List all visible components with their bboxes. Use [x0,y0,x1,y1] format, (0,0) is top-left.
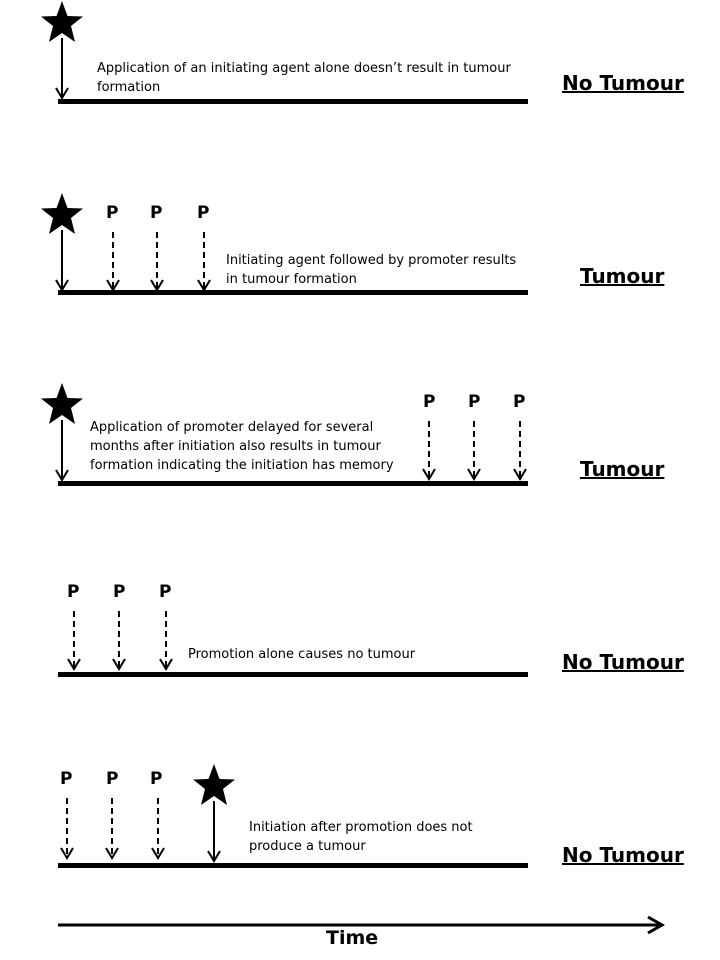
promoter-label: P [159,582,172,602]
promoter-arrow [421,421,437,481]
promoter-arrow [105,232,121,292]
scenario-description: Initiating agent followed by promoter results in tumour formation [226,253,517,287]
outcome-label: Tumour [580,264,665,288]
initiation-arrow [206,801,222,863]
outcome-label: No Tumour [562,71,684,95]
outcome-label: Tumour [580,457,665,481]
promoter-label: P [106,769,119,789]
promoter-label: P [197,203,210,223]
initiation-arrow [54,420,70,482]
scenario-description: Application of promoter delayed for several months after initiation also results in tumour formation indicating the initiation has memory [90,420,394,473]
promoter-label: P [468,392,481,412]
time-axis-label: Time [326,927,379,949]
timeline-bar [58,99,528,104]
timeline-bar [58,481,528,486]
promoter-arrow [104,798,120,860]
promoter-arrow [158,611,174,671]
initiation-arrow [54,38,70,100]
promoter-label: P [423,392,436,412]
promoter-label: P [106,203,119,223]
promoter-arrow [59,798,75,860]
timeline-bar [58,672,528,677]
promoter-label: P [67,582,80,602]
promoter-arrow [466,421,482,481]
promoter-label: P [60,769,73,789]
promoter-arrow [512,421,528,481]
promoter-arrow [111,611,127,671]
promoter-arrow [150,798,166,860]
timeline-bar [58,290,528,295]
promoter-label: P [150,203,163,223]
promoter-arrow [149,232,165,292]
promoter-label: P [513,392,526,412]
scenario-description: Application of an initiating agent alone doesn’t result in tumour formation [97,61,511,95]
promoter-arrow [196,232,212,292]
promoter-label: P [113,582,126,602]
outcome-label: No Tumour [562,650,684,674]
promoter-arrow [66,611,82,671]
promoter-label: P [150,769,163,789]
scenario-description: Promotion alone causes no tumour [188,647,416,662]
scenario-description: Initiation after promotion does not produce a tumour [249,820,473,854]
initiation-arrow [54,230,70,292]
outcome-label: No Tumour [562,843,684,867]
timeline-bar [58,863,528,868]
